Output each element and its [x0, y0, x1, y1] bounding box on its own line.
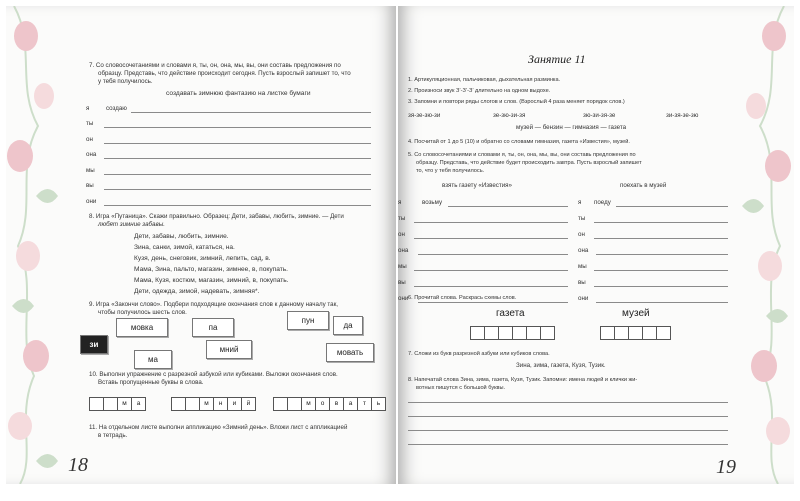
- task-7-first-word: создаю: [106, 105, 127, 112]
- word-muzey: музей: [622, 308, 650, 319]
- letter-cell[interactable]: а: [131, 397, 146, 411]
- scheme-cell[interactable]: [498, 326, 513, 340]
- scheme-cell[interactable]: [600, 326, 615, 340]
- letter-cells-movat[interactable]: [273, 397, 385, 409]
- letter-cell[interactable]: а: [343, 397, 358, 411]
- answer-line[interactable]: [104, 158, 371, 159]
- task-1-text: 1. Артикуляционная, пальчиковая, дыхательная разминка.: [408, 77, 561, 83]
- task-7-sample-phrase: создавать зимнюю фантазию на листке бумаги: [166, 90, 311, 97]
- letter-cell[interactable]: н: [213, 397, 228, 411]
- answer-line[interactable]: [616, 206, 728, 207]
- block-mniy[interactable]: мний: [206, 340, 252, 359]
- block-ma[interactable]: ма: [134, 350, 172, 369]
- task-8-sentence: Зина, санки, зимой, кататься, на.: [134, 244, 235, 251]
- letter-cells-ma[interactable]: [89, 397, 145, 409]
- pronoun-on: он: [86, 136, 93, 143]
- task-10-text: 10. Выполни упражнение с разрезной азбукой или кубиками. Выложи окончания слов.: [89, 371, 338, 378]
- letter-cell[interactable]: [89, 397, 104, 411]
- task-5-text-3: то, что у тебя получилось.: [416, 168, 485, 174]
- pronoun-my-2: мы: [578, 263, 587, 270]
- column-2-heading: поехать в музей: [620, 182, 667, 189]
- left-page: [6, 6, 396, 484]
- pronoun-my: мы: [398, 263, 407, 270]
- letter-cell[interactable]: м: [199, 397, 214, 411]
- scheme-cell[interactable]: [614, 326, 629, 340]
- answer-line[interactable]: [104, 127, 371, 128]
- task-7-text-3: у тебя получилось.: [98, 78, 153, 85]
- letter-cell[interactable]: [287, 397, 302, 411]
- pronoun-ty: ты: [86, 120, 94, 127]
- task-9-text: 9. Игра «Закончи слово». Подбери подходящие окончания слов к данному началу так,: [89, 301, 339, 308]
- pronoun-vy: вы: [86, 182, 94, 189]
- scheme-cell[interactable]: [642, 326, 657, 340]
- scheme-cell[interactable]: [526, 326, 541, 340]
- answer-line[interactable]: [104, 143, 371, 144]
- answer-line[interactable]: [596, 302, 728, 303]
- word-gazeta: газета: [496, 308, 525, 319]
- answer-line[interactable]: [408, 402, 728, 403]
- task-10-text-2: Вставь пропущенные буквы в слова.: [98, 379, 204, 386]
- block-movka[interactable]: мовка: [116, 318, 168, 337]
- letter-cell[interactable]: т: [357, 397, 372, 411]
- letter-cell[interactable]: [103, 397, 118, 411]
- pronoun-my: мы: [86, 167, 95, 174]
- answer-line[interactable]: [418, 254, 568, 255]
- scheme-cell[interactable]: [540, 326, 555, 340]
- answer-line[interactable]: [408, 444, 728, 445]
- scheme-cell[interactable]: [512, 326, 527, 340]
- page-number-left: 18: [68, 454, 88, 476]
- answer-line[interactable]: [414, 222, 568, 223]
- scheme-cell[interactable]: [656, 326, 671, 340]
- answer-line[interactable]: [408, 416, 728, 417]
- letter-cell[interactable]: [273, 397, 288, 411]
- scheme-muzey[interactable]: [600, 326, 670, 338]
- scheme-gazeta[interactable]: [470, 326, 554, 338]
- scheme-cell[interactable]: [484, 326, 499, 340]
- pronoun-vy-2: вы: [578, 279, 586, 286]
- right-page: [398, 6, 794, 484]
- answer-line[interactable]: [131, 112, 371, 113]
- letter-cell[interactable]: [185, 397, 200, 411]
- answer-line[interactable]: [596, 254, 728, 255]
- task-8-sentence: Кузя, день, снеговик, зимний, лепить, сад, в.: [134, 255, 271, 262]
- pronoun-vy: вы: [398, 279, 406, 286]
- pronoun-on-2: он: [578, 231, 585, 238]
- task-8-sentence: Мама, Кузя, костюм, магазин, зимний, в, покупать.: [134, 277, 289, 284]
- pronoun-ya: я: [398, 199, 402, 206]
- block-pa[interactable]: па: [192, 318, 234, 337]
- letter-cell[interactable]: и: [227, 397, 242, 411]
- task-8-text-2: любят зимние забавы.: [98, 221, 165, 228]
- strawberry-border-left-icon: [6, 6, 66, 484]
- task-7-text: 7. Со словосочетаниями и словами я, ты, он, она, мы, вы, они составь предложения по: [89, 62, 341, 69]
- column-2-first-word: поеду: [594, 199, 611, 206]
- task-4-text: 4. Посчитай от 1 до 5 (10) и обратно со словами гимназия, газета «Известия», музей.: [408, 139, 630, 145]
- syllable-row: зе-зю-зи-зя: [493, 112, 526, 119]
- pronoun-oni: они: [86, 198, 97, 205]
- task-8-sentence: Мама, Зина, пальто, магазин, зимнее, в, покупать.: [134, 266, 289, 273]
- answer-line[interactable]: [104, 174, 371, 175]
- answer-line[interactable]: [414, 238, 568, 239]
- task-8-text: 8. Игра «Путаница». Скажи правильно. Образец: Дети, забавы, любить, зимние. — Дети: [89, 213, 344, 220]
- strawberry-border-right-icon: [734, 6, 794, 484]
- task-8-sentence: Дети, одежда, зимой, надевать, зимняя*.: [134, 288, 260, 295]
- lesson-title: Занятие 11: [528, 52, 586, 66]
- answer-line[interactable]: [594, 238, 728, 239]
- task-11-text: 11. На отдельном листе выполни аппликацию «Зимний день». Вложи лист с аппликацией: [89, 424, 348, 431]
- task-5-text: 5. Со словосочетаниями и словами я, ты, он, она, мы, вы, они составь предложения по: [408, 152, 636, 158]
- answer-line[interactable]: [414, 286, 568, 287]
- task-11-text-2: в тетрадь.: [98, 432, 128, 439]
- letter-cell[interactable]: в: [329, 397, 344, 411]
- pronoun-ona: она: [398, 247, 409, 254]
- pronoun-ona: она: [86, 151, 97, 158]
- answer-line[interactable]: [418, 302, 568, 303]
- task-8-sentence: Дети, забавы, любить, зимние.: [134, 233, 229, 240]
- answer-line[interactable]: [594, 270, 728, 271]
- letter-cell[interactable]: м: [301, 397, 316, 411]
- task-2-text: 2. Произноси звук З’-З’-З’ длительно на одном выдохе.: [408, 88, 551, 94]
- syllable-row: зя-зе-зю-зи: [408, 112, 441, 119]
- syllable-row: зи-зя-зе-зю: [666, 112, 699, 119]
- answer-line[interactable]: [104, 205, 371, 206]
- task-7-words: Зина, зима, газета, Кузя, Тузик.: [516, 362, 606, 369]
- block-zi[interactable]: зи: [80, 335, 108, 354]
- column-1-first-word: возьму: [422, 199, 443, 206]
- syllable-row: зю-зи-зя-зе: [583, 112, 616, 119]
- column-1-heading: взять газету «Известия»: [442, 182, 512, 189]
- task-7-right-text: 7. Сложи из букв разрезной азбуки или кубиков слова.: [408, 351, 550, 357]
- words-row: музей — бензин — гимназия — газета: [516, 124, 627, 131]
- scheme-cell[interactable]: [628, 326, 643, 340]
- block-pun[interactable]: пун: [287, 311, 329, 330]
- pronoun-ya: я: [86, 105, 90, 112]
- answer-line[interactable]: [414, 270, 568, 271]
- block-movat[interactable]: мовать: [326, 343, 374, 362]
- pronoun-ona-2: она: [578, 247, 589, 254]
- pronoun-oni-2: они: [578, 295, 589, 302]
- block-da[interactable]: да: [333, 316, 363, 335]
- task-8-right-text-2: вотных пишутся с большой буквы.: [416, 385, 506, 391]
- answer-line[interactable]: [594, 286, 728, 287]
- scheme-cell[interactable]: [470, 326, 485, 340]
- task-5-text-2: образцу. Представь, что действие будет происходить завтра. Пусть взрослый запишет: [416, 160, 642, 166]
- answer-line[interactable]: [408, 430, 728, 431]
- task-9-text-2: чтобы получилось шесть слов.: [98, 309, 187, 316]
- task-6-text: 6. Прочитай слова. Раскрась схемы слов.: [408, 295, 517, 301]
- answer-line[interactable]: [104, 189, 371, 190]
- letter-cell[interactable]: м: [117, 397, 132, 411]
- pronoun-on: он: [398, 231, 405, 238]
- pronoun-oni: они: [398, 295, 409, 302]
- page-number-right: 19: [716, 456, 736, 478]
- letter-cells-mniy[interactable]: [171, 397, 255, 409]
- answer-line[interactable]: [448, 206, 568, 207]
- letter-cell[interactable]: [171, 397, 186, 411]
- pronoun-ya-2: я: [578, 199, 582, 206]
- task-8-right-text: 8. Напечатай слова Зина, зима, газета, Кузя, Тузик. Запомни: имена людей и клички жи-: [408, 377, 638, 383]
- letter-cell[interactable]: ь: [371, 397, 386, 411]
- answer-line[interactable]: [594, 222, 728, 223]
- task-7-text-2: образцу. Представь, что действие происходит сегодня. Пусть взрослый запишет то, что: [98, 70, 351, 77]
- task-3-text: 3. Запомни и повтори ряды слогов и слов. (Взрослый 4 раза меняет порядок слов.): [408, 99, 625, 105]
- pronoun-ty: ты: [398, 215, 406, 222]
- letter-cell[interactable]: о: [315, 397, 330, 411]
- letter-cell[interactable]: й: [241, 397, 256, 411]
- pronoun-ty-2: ты: [578, 215, 586, 222]
